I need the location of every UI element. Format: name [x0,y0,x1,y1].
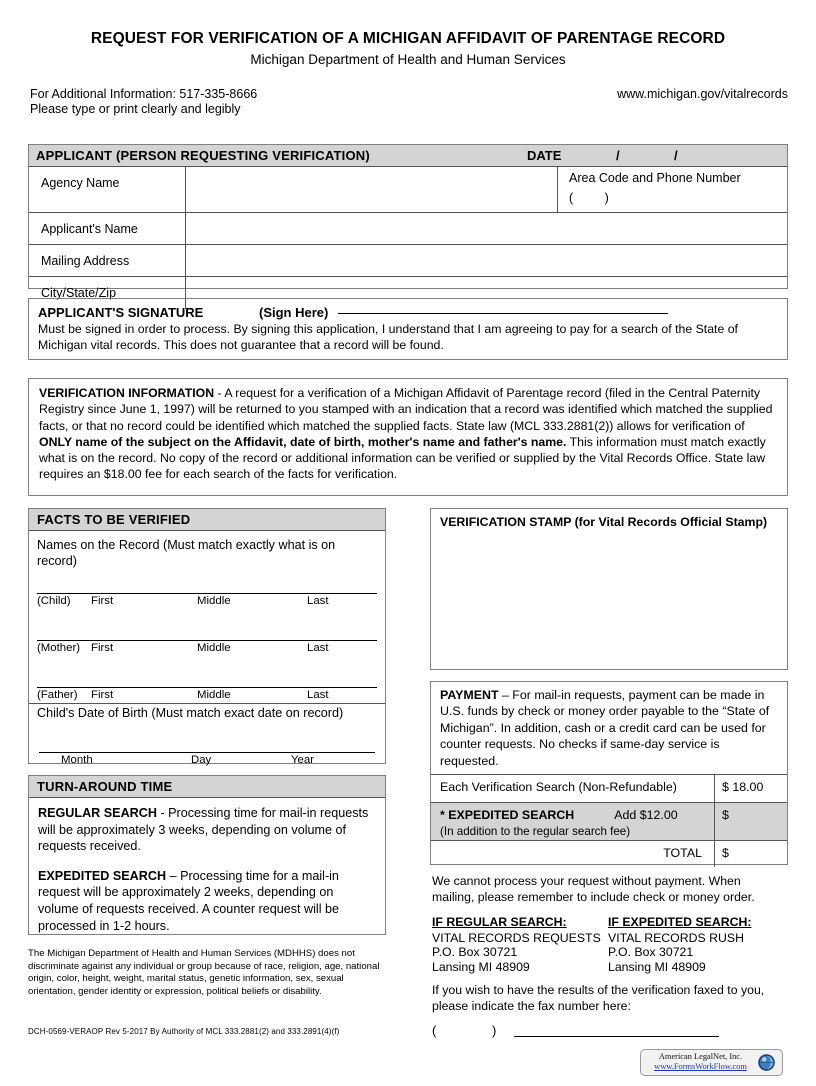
agency-name-row [29,167,787,213]
signature-disclaimer: Must be signed in order to process. By signing this application, I understand that I am agreeing to pay for a search of the State of Michigan vital records. This does not guarantee that a record will be found. [38,322,738,352]
dob-divider [29,703,385,704]
logo-text-block [648,1052,753,1072]
expedited-search-paragraph [38,868,376,934]
regular-address-line2: P.O. Box 30721 [432,945,518,959]
dob-year-label: Year [291,754,315,766]
verification-search-fee-amount: $ 18.00 [722,780,764,795]
child-first-label: First [91,595,114,607]
additional-information-text: For Additional Information: 517-335-8666 [30,87,258,101]
father-name-labels [37,688,377,703]
total-amount[interactable]: $ [722,846,729,861]
mother-middle-label: Middle [197,642,231,654]
date-slash-2: / [674,148,678,163]
page-title: REQUEST FOR VERIFICATION OF A MICHIGAN AFFIDAVIT OF PARENTAGE RECORD [90,30,726,47]
regular-search-label: REGULAR SEARCH [38,806,157,820]
total-label: TOTAL [663,846,702,861]
child-name-group [37,593,377,609]
fax-paren-close: ) [492,1023,497,1038]
verification-information-part1: - A request for a verification of a Michigan Affidavit of Parentage record (filed in the Central Paternity Registry since June 1, 1997) will be returned to you stamped with an indication that a record was identified which matched the supplied facts, or that no record could be identified which matched the supplied facts. State law (MCL 333.2881(2)) allows for verification of [39,386,773,433]
nondiscrimination-statement: The Michigan Department of Health and Human Services (MDHHS) does not discriminate against any individual or group because of race, religion, age, national origin, color, height, weight, marital status, genetic information, sex, sexual orientation, gender identity or expression, political beliefs or disability. [28,948,380,997]
expedited-address-line2: P.O. Box 30721 [608,945,694,959]
mother-name-group [37,640,377,656]
verification-information-bold: ONLY name of the subject on the Affidavit, date of birth, mother's name and father's name. [39,434,567,449]
regular-search-text: - Processing time for mail-in requests will be approximately 3 weeks, depending on volume of requests received. [38,806,369,854]
father-who-label: (Father) [37,689,78,701]
father-first-label: First [91,689,114,701]
verification-search-fee-row [431,775,787,803]
expedited-address-line1: VITAL RECORDS RUSH [608,930,744,945]
facts-to-be-verified-section [28,508,386,764]
date-label: DATE [527,148,562,163]
signature-section [28,298,788,360]
names-on-record-label: Names on the Record (Must match exactly what is on record) [37,538,336,568]
regular-search-address-heading: IF REGULAR SEARCH: [432,915,567,929]
mother-last-label: Last [307,642,329,654]
city-state-zip-label: City/State/Zip [41,286,117,300]
contact-row [0,87,816,101]
row-divider [185,213,186,244]
expedited-search-label: EXPEDITED SEARCH [38,868,167,883]
expedited-fee-add-amount: Add $12.00 [614,808,678,823]
phone-number-input[interactable]: ( ) [569,191,623,205]
total-row [431,841,787,867]
father-last-label: Last [307,689,329,701]
verification-stamp-title: VERIFICATION STAMP (for Vital Records Official Stamp) [440,515,768,529]
mother-who-label: (Mother) [37,642,81,654]
applicant-section-title: APPLICANT (PERSON REQUESTING VERIFICATION) [36,148,370,163]
applicant-name-row [29,213,787,245]
regular-search-paragraph [38,805,376,855]
mailing-address-label: Mailing Address [41,254,130,268]
expedited-search-text: – Processing time for a mail-in request will be approximately 2 weeks, depending on volume of requests received. A counter request will be processed in 1-2 hours. [38,868,340,933]
dob-labels [39,754,375,769]
payment-note: We cannot process your request without payment. When mailing, please remember to include check or money order. [432,874,755,904]
dob-input-line[interactable] [39,752,375,753]
expedited-search-address [608,915,784,974]
american-legalnet-logo[interactable] [640,1049,783,1076]
mailing-address-row [29,245,787,277]
turnaround-time-section [28,775,386,935]
dob-label: Child's Date of Birth (Must match exact date on record) [37,706,344,720]
payment-text: – For mail-in requests, payment can be made in U.S. funds by check or money order payable to the “State of Michigan”. In addition, cash or a credit card can be used for counter requests. No checks if same-day service is requested. [440,688,770,768]
row-divider [557,167,558,212]
applicant-name-input[interactable] [191,221,771,239]
facts-body [29,531,385,766]
verification-information-section [28,378,788,496]
agency-name-label: Agency Name [41,176,120,190]
mailing-addresses [432,915,784,974]
website-link[interactable]: www.michigan.gov/vitalrecords [617,87,788,101]
regular-address-line1: VITAL RECORDS REQUESTS [432,930,601,945]
expedited-address-line3: Lansing MI 48909 [608,959,706,974]
applicant-header [29,145,787,167]
payment-section [430,681,788,865]
verification-information-title: VERIFICATION INFORMATION [39,386,215,400]
mother-name-labels [37,641,377,656]
father-middle-label: Middle [197,689,231,701]
fax-paren-open: ( [432,1023,437,1038]
agency-name-input[interactable] [191,181,551,199]
expedited-search-fee-amount[interactable]: $ [722,808,729,823]
verification-search-fee-label: Each Verification Search (Non-Refundable) [440,780,677,795]
child-middle-label: Middle [197,595,231,607]
regular-search-address [432,915,608,974]
logo-company-name: American LegalNet, Inc. [658,1052,743,1061]
signature-title: APPLICANT'S SIGNATURE [38,305,204,320]
fee-column-divider [714,803,715,840]
signature-title-row [38,305,778,320]
expedited-search-fee-row [431,803,787,841]
regular-address-line3: Lansing MI 48909 [432,959,530,974]
row-divider [185,167,186,212]
facts-section-title: FACTS TO BE VERIFIED [29,509,385,531]
payment-title: PAYMENT [440,688,499,702]
page-subtitle: Michigan Department of Health and Human Services [250,52,566,67]
child-who-label: (Child) [37,595,71,607]
verification-stamp-section [430,508,788,670]
expedited-search-fee-label [440,808,678,839]
applicant-section [28,144,788,300]
mother-first-label: First [91,642,114,654]
fax-number-input-line[interactable] [514,1036,719,1037]
turnaround-body [29,798,385,934]
verification-information-part2: This information must match exactly what is on the record. No copy of the record or additional information can be verified or supplied by the Vital Records Office. State law requires an $18.00 fee for each search of the facts for verification. [39,434,766,482]
verification-information-text [39,385,777,483]
expedited-fee-note: (In addition to the regular search fee) [440,824,631,838]
dob-day-label: Day [191,754,212,766]
father-name-group [37,687,377,703]
expedited-fee-bold-label: * EXPEDITED SEARCH [440,808,575,823]
phone-number-label: Area Code and Phone Number [569,171,741,185]
payment-description [431,682,787,775]
child-name-labels [37,594,377,609]
logo-website-url[interactable]: www.FormsWorkFlow.com [654,1062,747,1071]
row-divider [185,245,186,276]
mailing-address-input[interactable] [191,253,771,271]
applicant-name-label: Applicant's Name [41,222,138,236]
dob-month-label: Month [61,754,93,766]
fee-column-divider [714,841,715,867]
turnaround-section-title: TURN-AROUND TIME [29,776,385,798]
date-slash-1: / [616,148,620,163]
fax-instruction: If you wish to have the results of the verification faxed to you, please indicate the fax number here: [432,983,765,1013]
print-instruction: Please type or print clearly and legibly [30,102,241,116]
sign-here-label: (Sign Here) [258,305,329,320]
child-last-label: Last [307,595,329,607]
signature-input-line[interactable] [338,313,668,314]
expedited-search-address-heading: IF EXPEDITED SEARCH: [608,915,752,929]
form-code-footer: DCH-0569-VERAOP Rev 5-2017 By Authority of MCL 333.2881(2) and 333.2891(4)(f) [28,1027,340,1036]
fee-column-divider [714,775,715,802]
form-page [0,30,816,1086]
